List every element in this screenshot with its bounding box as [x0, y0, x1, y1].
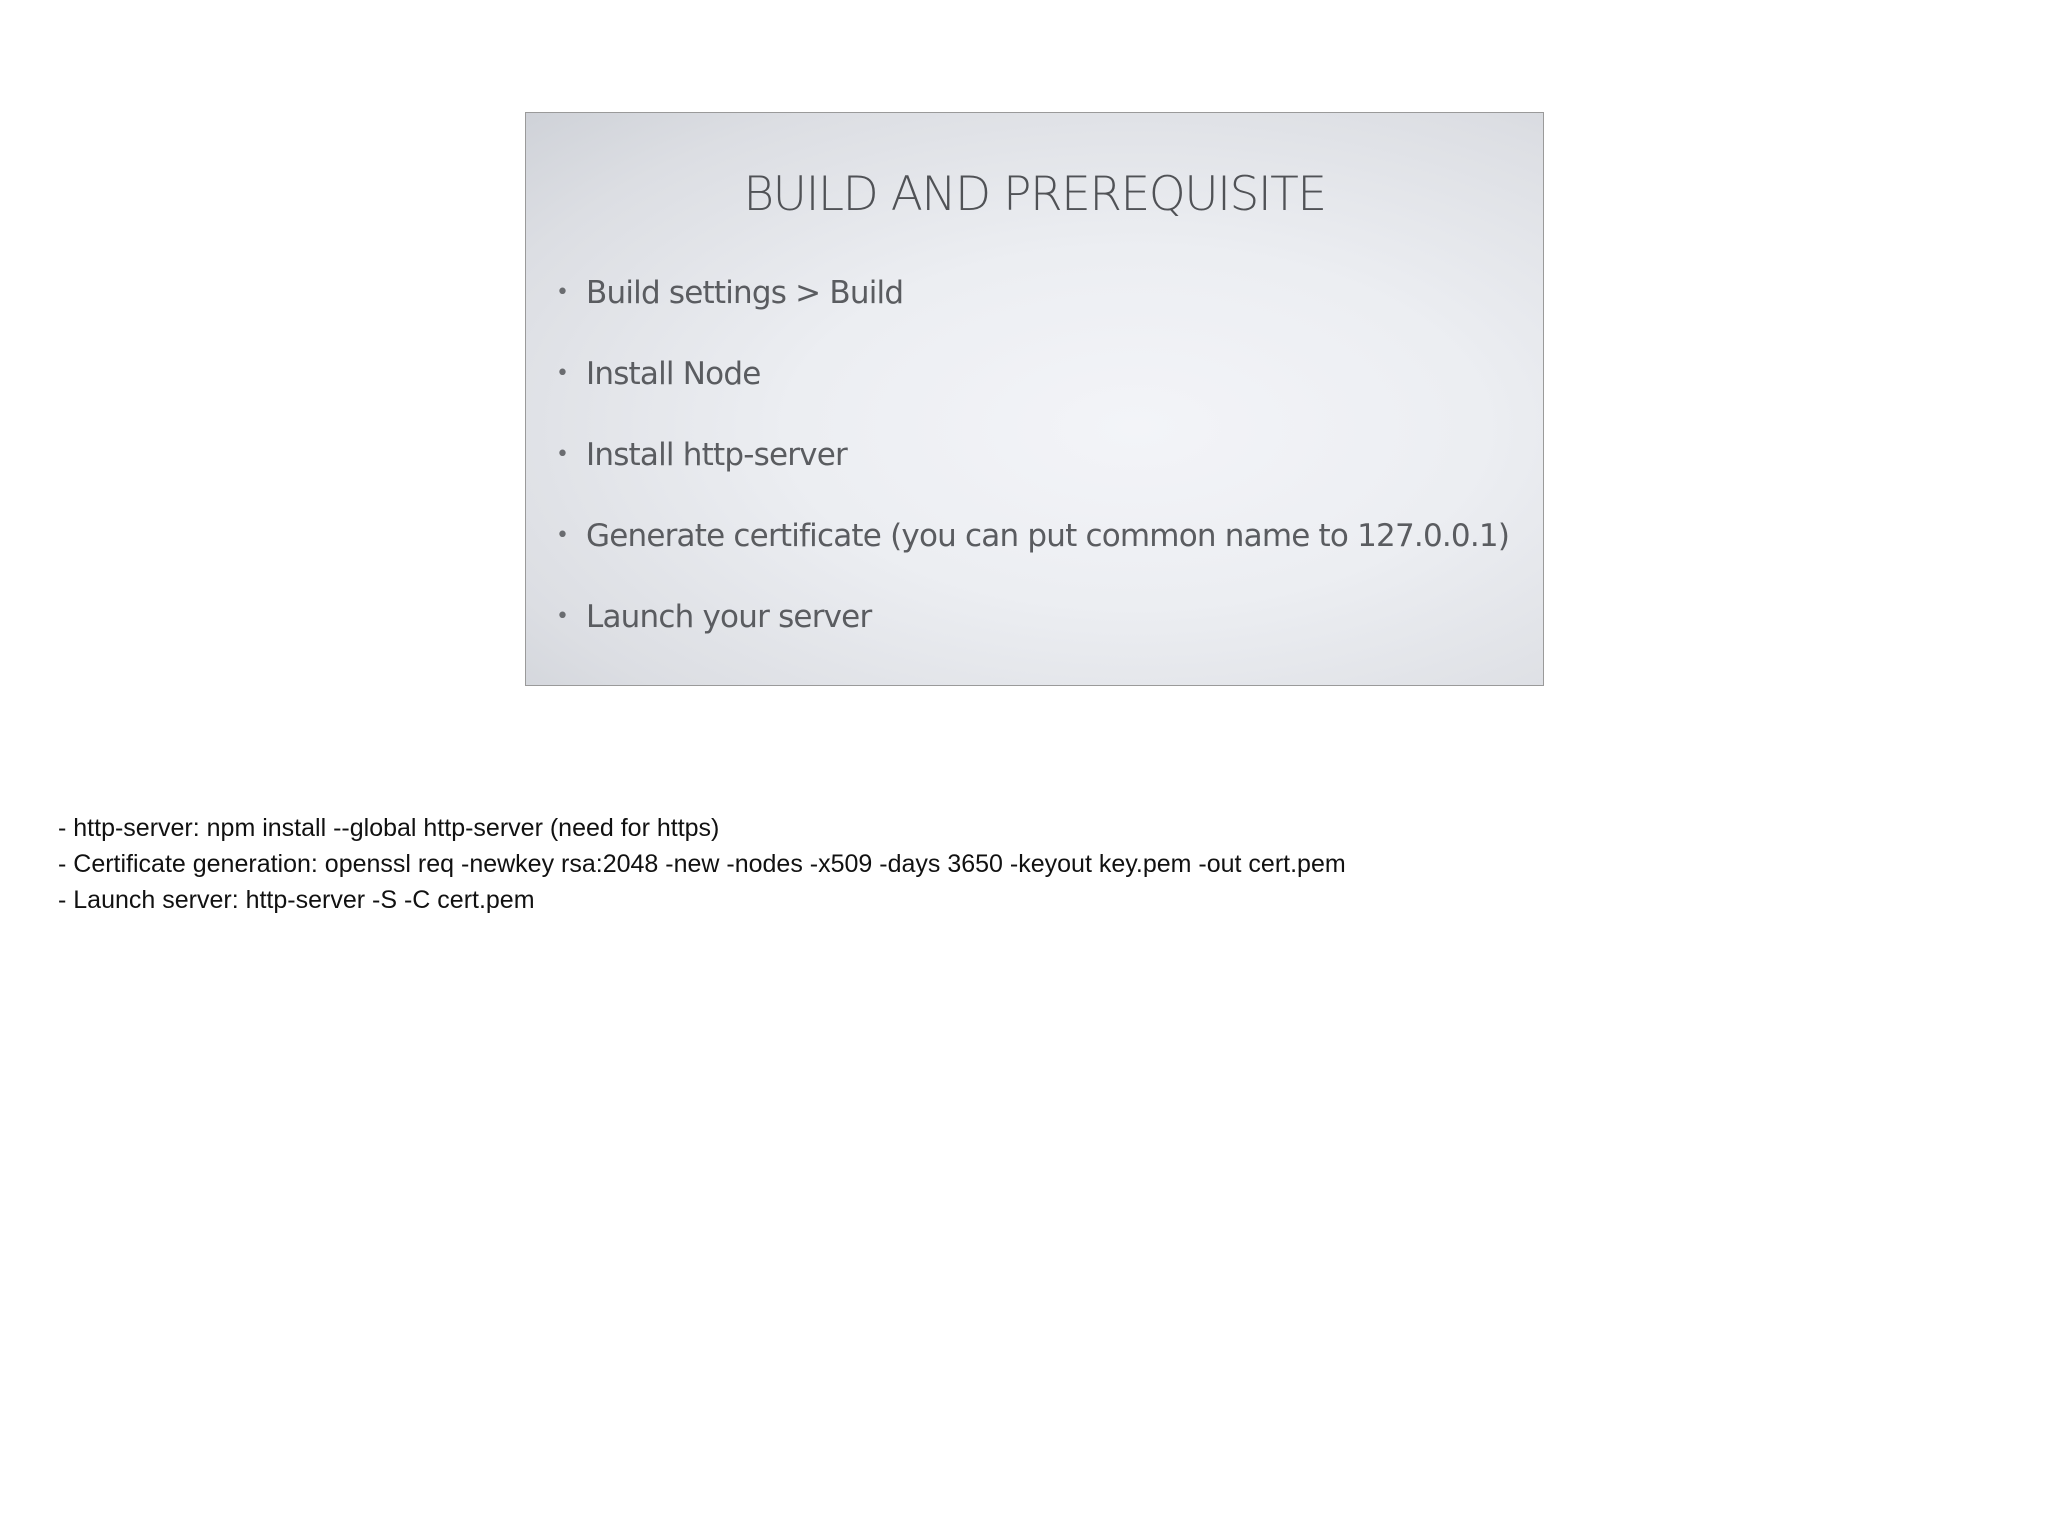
- bullet-item-generate-certificate: [556, 516, 1509, 597]
- bullet-point-icon: •: [556, 523, 569, 548]
- slide-canvas: [525, 112, 1544, 686]
- bullet-item-launch-server: [556, 597, 1509, 678]
- bullet-text: Build settings > Build: [586, 275, 904, 311]
- bullet-point-icon: •: [556, 280, 569, 305]
- bullet-list: [556, 273, 1509, 678]
- note-line: - Certificate generation: openssl req -newkey rsa:2048 -new -nodes -x509 -days 3650 -keyout key.pem -out cert.pem: [58, 850, 1346, 878]
- bullet-item-build-settings: [556, 273, 1509, 354]
- bullet-item-install-http-server: [556, 435, 1509, 516]
- bullet-text: Launch your server: [586, 599, 872, 635]
- bullet-text: Generate certificate (you can put common name to 127.0.0.1): [586, 518, 1510, 554]
- note-line: - http-server: npm install --global http-server (need for https): [58, 814, 720, 842]
- note-line: - Launch server: http-server -S -C cert.pem: [58, 886, 535, 914]
- bullet-point-icon: •: [556, 604, 569, 629]
- bullet-item-install-node: [556, 354, 1509, 435]
- bullet-text: Install http-server: [586, 437, 847, 473]
- bullet-point-icon: •: [556, 361, 569, 386]
- slide-title: BUILD AND PREREQUISITE: [743, 167, 1326, 222]
- presenter-notes: [58, 810, 1346, 918]
- bullet-point-icon: •: [556, 442, 569, 467]
- bullet-text: Install Node: [586, 356, 761, 392]
